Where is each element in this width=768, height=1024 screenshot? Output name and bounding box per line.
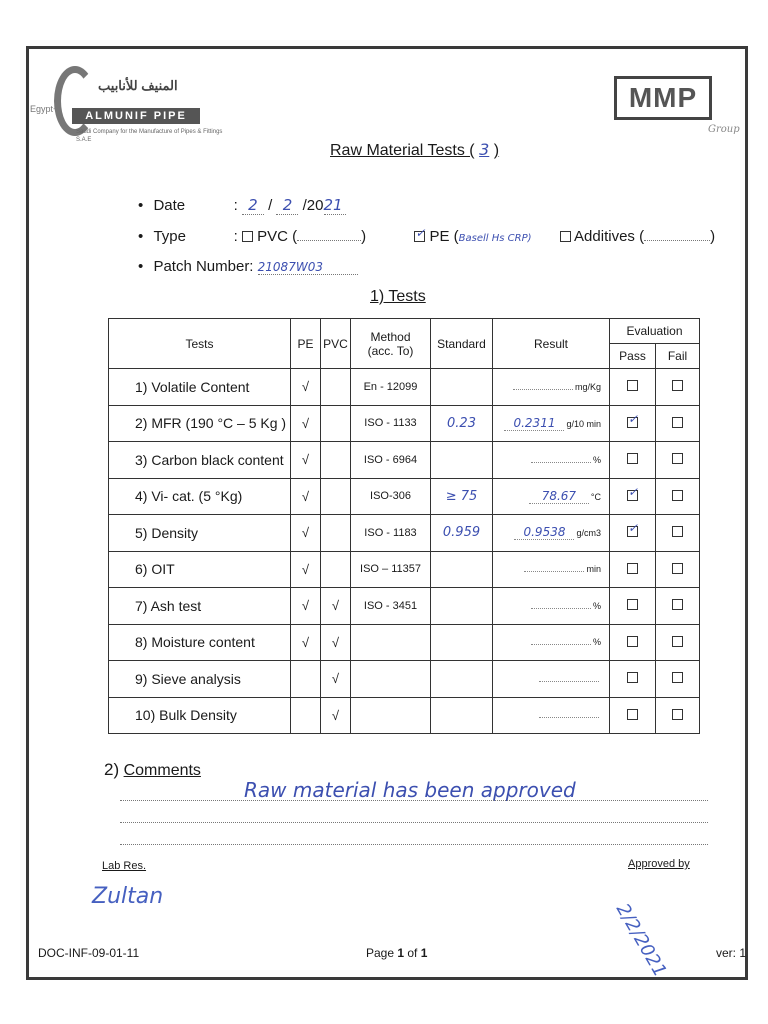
date-day: 2 xyxy=(242,196,264,215)
fail-cell xyxy=(656,515,700,552)
standard-value xyxy=(431,624,493,661)
result-cell xyxy=(493,478,610,515)
pass-cell xyxy=(610,478,656,515)
comments-title: Comments xyxy=(123,762,201,779)
pvc-mark: √ xyxy=(321,697,351,734)
pass-checkbox[interactable] xyxy=(627,599,638,610)
pass-cell xyxy=(610,624,656,661)
standard-value xyxy=(431,369,493,406)
table-row xyxy=(109,369,700,406)
pe-mark: √ xyxy=(291,588,321,625)
pvc-mark xyxy=(321,369,351,406)
fail-cell xyxy=(656,369,700,406)
tests-heading: 1) Tests xyxy=(370,288,426,305)
result-cell xyxy=(493,624,610,661)
approved-by-label: Approved by xyxy=(628,858,690,870)
mmp-logo: MMP xyxy=(614,76,712,120)
table-row xyxy=(109,515,700,552)
page-title xyxy=(330,140,499,160)
check-mark-icon: ✓ xyxy=(415,226,426,240)
header-fail: Fail xyxy=(656,344,700,369)
test-name: 5) Density xyxy=(109,515,291,552)
pvc-label: PVC ( xyxy=(257,228,298,245)
pvc-mark xyxy=(321,551,351,588)
pe-mark: √ xyxy=(291,515,321,552)
pe-mark: √ xyxy=(291,624,321,661)
fail-cell xyxy=(656,588,700,625)
table-row xyxy=(109,624,700,661)
pvc-checkbox[interactable] xyxy=(242,231,253,242)
standard-value: 0.959 xyxy=(431,515,493,552)
pass-cell xyxy=(610,405,656,442)
header-method xyxy=(351,319,431,369)
table-row xyxy=(109,697,700,734)
type-colon: : xyxy=(233,228,238,245)
pass-checkbox[interactable] xyxy=(627,380,638,391)
pass-cell xyxy=(610,588,656,625)
title-number: 3 xyxy=(479,140,490,159)
page-of: of xyxy=(404,946,421,960)
pass-checkbox[interactable] xyxy=(627,453,638,464)
date-month: 2 xyxy=(276,196,298,215)
test-name: 10) Bulk Density xyxy=(109,697,291,734)
comment-line xyxy=(120,800,708,801)
pass-checkbox[interactable] xyxy=(627,709,638,720)
fail-checkbox[interactable] xyxy=(672,526,683,537)
standard-value xyxy=(431,442,493,479)
table-row xyxy=(109,405,700,442)
result-value: 0.2311 xyxy=(504,416,564,431)
pvc-mark xyxy=(321,405,351,442)
date-label: Date xyxy=(153,197,186,214)
pe-mark: √ xyxy=(291,405,321,442)
pass-cell xyxy=(610,515,656,552)
date-sep2: /20 xyxy=(302,197,324,214)
check-mark-icon: ✓ xyxy=(628,411,639,426)
bullet-icon: • xyxy=(138,197,144,214)
result-value xyxy=(513,389,573,390)
result-unit: % xyxy=(592,600,601,611)
table-row xyxy=(109,588,700,625)
pe-mark: √ xyxy=(291,442,321,479)
test-name: 3) Carbon black content xyxy=(109,442,291,479)
comment-line xyxy=(120,822,708,823)
pass-checkbox[interactable] xyxy=(627,521,639,537)
result-cell xyxy=(493,405,610,442)
pe-mark: √ xyxy=(291,551,321,588)
header-standard: Standard xyxy=(431,319,493,369)
result-unit: °C xyxy=(590,491,601,502)
date-row xyxy=(138,196,346,215)
fail-checkbox[interactable] xyxy=(672,490,683,501)
logo-subtitle: Saudi Company for the Manufacture of Pipes & Fittings S.A.E xyxy=(76,129,223,143)
header-evaluation: Evaluation xyxy=(610,319,700,344)
header-pvc: PVC xyxy=(321,319,351,369)
pe-label: PE ( xyxy=(429,228,459,245)
result-value xyxy=(539,681,599,682)
result-value xyxy=(531,462,591,463)
method-value xyxy=(351,661,431,698)
patch-label: Patch Number: xyxy=(153,258,254,275)
pe-checkbox[interactable] xyxy=(414,226,426,242)
pass-checkbox[interactable] xyxy=(627,672,638,683)
check-mark-icon: ✓ xyxy=(628,521,639,536)
fail-cell xyxy=(656,478,700,515)
table-row xyxy=(109,661,700,698)
pvc-value xyxy=(297,240,361,241)
pass-checkbox[interactable] xyxy=(627,636,638,647)
standard-value xyxy=(431,588,493,625)
header-result: Result xyxy=(493,319,610,369)
check-mark-icon: ✓ xyxy=(628,484,639,499)
pass-checkbox[interactable] xyxy=(627,563,638,574)
header-tests: Tests xyxy=(109,319,291,369)
mmp-group-text: Group xyxy=(708,124,740,135)
patch-value: 21087W03 xyxy=(258,260,358,275)
result-cell xyxy=(493,369,610,406)
pe-mark xyxy=(291,661,321,698)
method-value: ISO - 6964 xyxy=(351,442,431,479)
comment-line xyxy=(120,844,708,845)
result-cell xyxy=(493,515,610,552)
pass-cell xyxy=(610,442,656,479)
pvc-mark: √ xyxy=(321,624,351,661)
header-method-sub: (acc. To) xyxy=(367,343,414,358)
result-unit: mg/Kg xyxy=(574,381,601,392)
fail-cell xyxy=(656,405,700,442)
logo-arabic-text: المنيف للأنابيب xyxy=(98,78,178,93)
header-pe: PE xyxy=(291,319,321,369)
bullet-icon: • xyxy=(138,228,144,245)
header-method-label: Method xyxy=(370,329,411,344)
standard-value xyxy=(431,697,493,734)
doc-code: DOC-INF-09-01-11 xyxy=(38,946,140,960)
pe-value: Basell Hs CRP) xyxy=(458,233,532,244)
almunif-logo-icon xyxy=(54,66,96,136)
title-suffix: ) xyxy=(493,142,500,159)
fail-cell xyxy=(656,442,700,479)
pvc-mark xyxy=(321,442,351,479)
pvc-mark xyxy=(321,515,351,552)
fail-cell xyxy=(656,624,700,661)
fail-cell xyxy=(656,697,700,734)
fail-cell xyxy=(656,551,700,588)
pvc-mark: √ xyxy=(321,588,351,625)
lab-res-label: Lab Res. xyxy=(102,860,147,872)
table-row xyxy=(109,551,700,588)
result-unit: % xyxy=(592,637,601,648)
pvc-mark xyxy=(321,478,351,515)
page-prefix: Page xyxy=(366,946,398,960)
fail-cell xyxy=(656,661,700,698)
fail-checkbox[interactable] xyxy=(672,453,683,464)
lab-signature: Zultan xyxy=(92,884,164,909)
result-value xyxy=(524,571,584,572)
pass-cell xyxy=(610,697,656,734)
table-row xyxy=(109,478,700,515)
pass-cell xyxy=(610,661,656,698)
page-num: 1 xyxy=(397,946,405,960)
fail-checkbox[interactable] xyxy=(672,417,683,428)
bullet-icon: • xyxy=(138,258,144,275)
date-year: 21 xyxy=(324,196,346,215)
result-cell xyxy=(493,442,610,479)
standard-value: ≥ 75 xyxy=(431,478,493,515)
method-value: ISO-306 xyxy=(351,478,431,515)
result-value xyxy=(531,644,591,645)
result-unit: g/10 min xyxy=(566,418,601,429)
comments-num: 2) xyxy=(104,760,120,779)
page-total: 1 xyxy=(420,946,428,960)
pass-cell xyxy=(610,551,656,588)
test-name: 4) Vi- cat. (5 °Kg) xyxy=(109,478,291,515)
standard-value xyxy=(431,661,493,698)
header-pass: Pass xyxy=(610,344,656,369)
method-value: En - 12099 xyxy=(351,369,431,406)
version: ver: 1 xyxy=(716,946,747,960)
logo-name: ALMUNIF PIPE xyxy=(72,108,200,124)
test-name: 7) Ash test xyxy=(109,588,291,625)
test-name: 8) Moisture content xyxy=(109,624,291,661)
standard-value xyxy=(431,551,493,588)
comments-heading xyxy=(104,760,201,780)
date-colon: : xyxy=(233,197,238,214)
result-unit: g/cm3 xyxy=(576,528,601,539)
method-value xyxy=(351,697,431,734)
type-label: Type xyxy=(153,228,186,245)
approved-signature: 2/2/2021 xyxy=(611,900,671,981)
fail-checkbox[interactable] xyxy=(672,709,683,720)
fail-checkbox[interactable] xyxy=(672,672,683,683)
pass-cell xyxy=(610,369,656,406)
page-number xyxy=(366,946,427,960)
fail-checkbox[interactable] xyxy=(672,599,683,610)
additives-close: ) xyxy=(710,228,716,245)
tests-table xyxy=(108,318,700,734)
table-row xyxy=(109,442,700,479)
result-cell xyxy=(493,661,610,698)
method-value: ISO - 1183 xyxy=(351,515,431,552)
result-unit: min xyxy=(586,564,601,575)
test-name: 9) Sieve analysis xyxy=(109,661,291,698)
fail-checkbox[interactable] xyxy=(672,380,683,391)
title-prefix: Raw Material Tests ( xyxy=(330,142,475,159)
result-value xyxy=(539,717,599,718)
result-cell xyxy=(493,551,610,588)
type-row xyxy=(138,228,728,245)
result-value xyxy=(531,608,591,609)
test-name: 6) OIT xyxy=(109,551,291,588)
fail-checkbox[interactable] xyxy=(672,563,683,574)
date-sep1: / xyxy=(268,197,273,214)
standard-value: 0.23 xyxy=(431,405,493,442)
pe-mark xyxy=(291,697,321,734)
additives-label: Additives ( xyxy=(574,228,645,245)
method-value: ISO – 11357 xyxy=(351,551,431,588)
pvc-mark: √ xyxy=(321,661,351,698)
pvc-close: ) xyxy=(361,228,367,245)
comments-text: Raw material has been approved xyxy=(244,778,576,802)
patch-row xyxy=(138,258,358,275)
method-value xyxy=(351,624,431,661)
method-value: ISO - 3451 xyxy=(351,588,431,625)
additives-value xyxy=(644,240,710,241)
result-unit: % xyxy=(592,454,601,465)
result-value: 0.9538 xyxy=(514,525,574,540)
pe-mark: √ xyxy=(291,478,321,515)
result-cell xyxy=(493,588,610,625)
pass-checkbox[interactable] xyxy=(627,484,639,501)
fail-checkbox[interactable] xyxy=(672,636,683,647)
pe-mark: √ xyxy=(291,369,321,406)
additives-checkbox[interactable] xyxy=(560,231,571,242)
logo-egypt: Egypt+ xyxy=(30,104,59,114)
test-name: 1) Volatile Content xyxy=(109,369,291,406)
test-name: 2) MFR (190 °C – 5 Kg ) xyxy=(109,405,291,442)
result-value: 78.67 xyxy=(529,489,589,504)
pass-checkbox[interactable] xyxy=(627,411,639,428)
result-cell xyxy=(493,697,610,734)
method-value: ISO - 1133 xyxy=(351,405,431,442)
